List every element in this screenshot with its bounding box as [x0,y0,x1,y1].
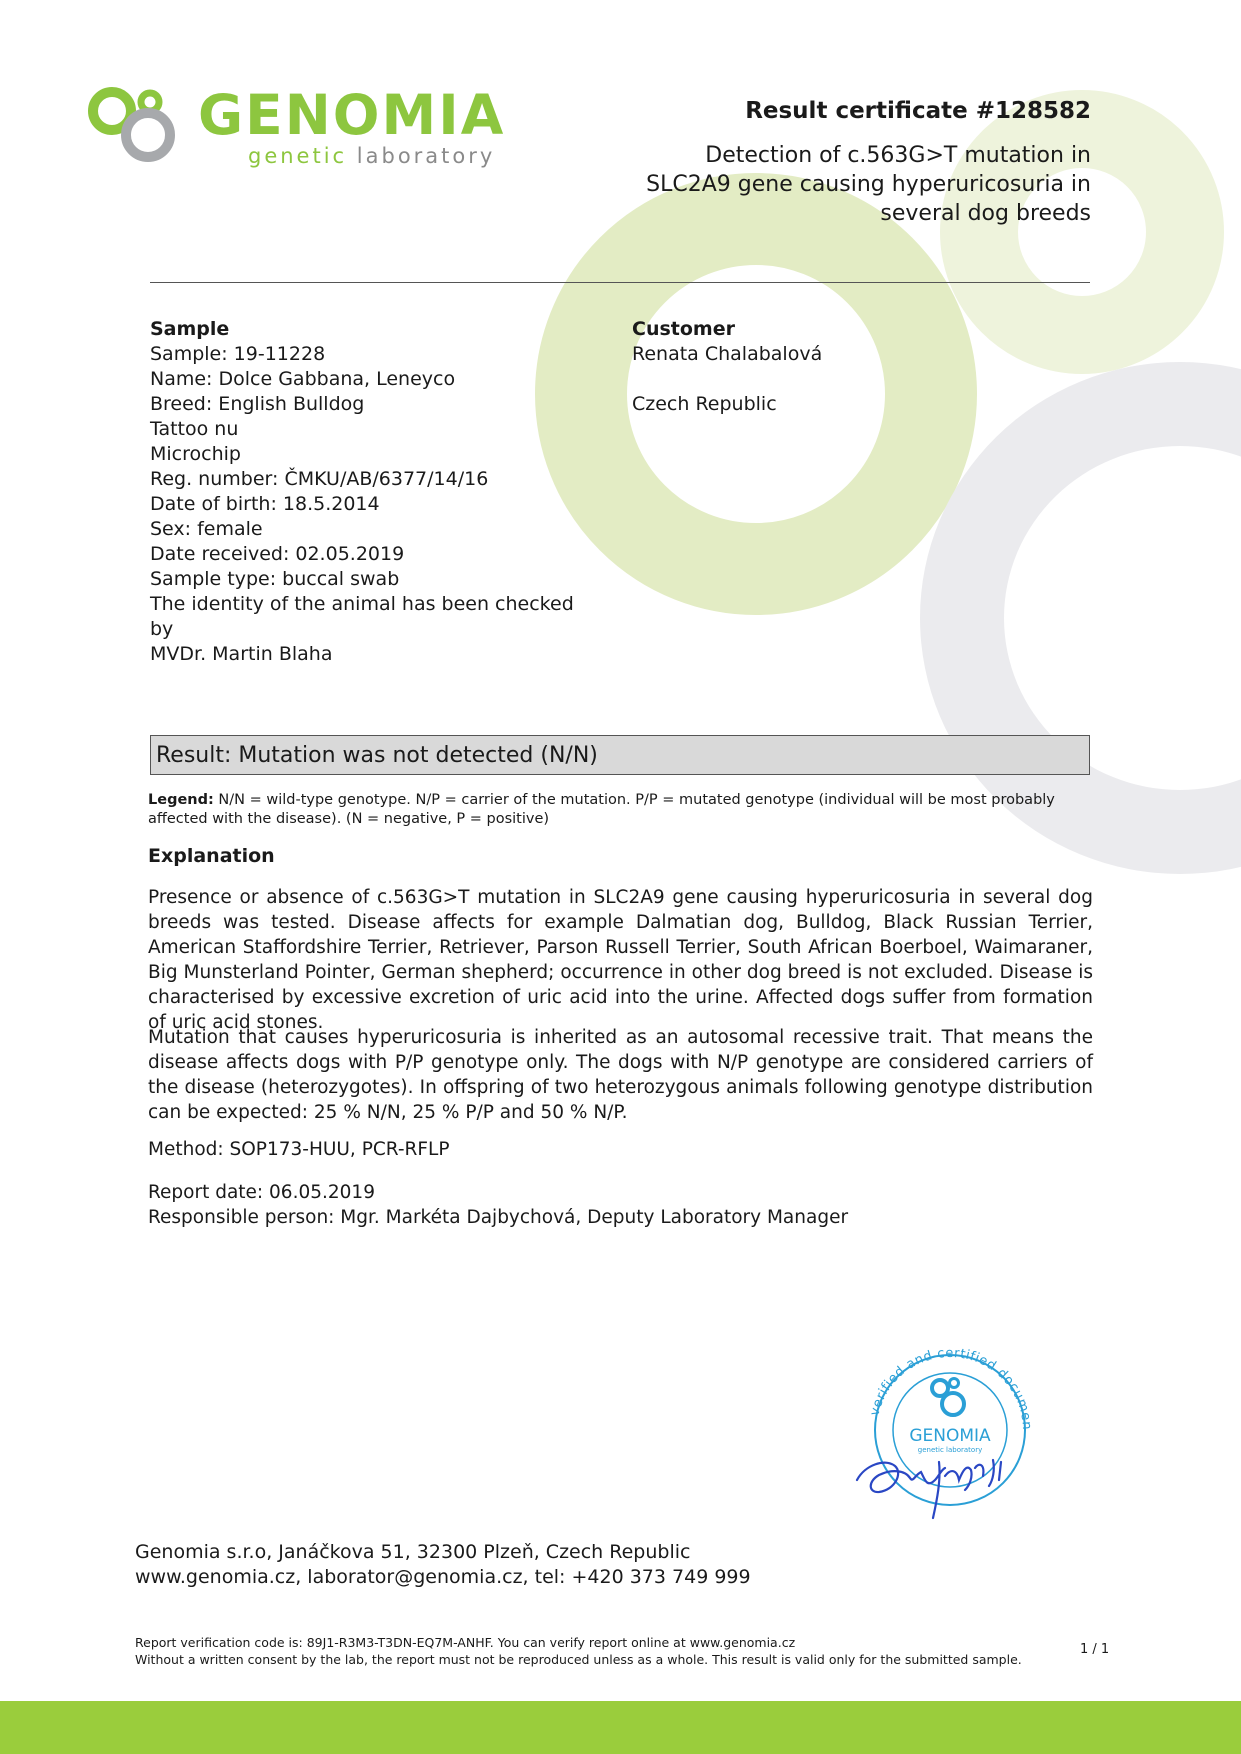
responsible-person: Responsible person: Mgr. Markéta Dajbychová, Deputy Laboratory Manager [148,1207,849,1228]
footer-verification-block [135,1634,1022,1668]
sample-line: Date received: 02.05.2019 [150,543,405,565]
method-line: Method: SOP173-HUU, PCR-RFLP [148,1139,450,1160]
customer-section [632,317,1032,417]
sample-heading: Sample [150,318,230,340]
logo-tagline-rest: laboratory [356,144,496,168]
sample-line: Sample type: buccal swab [150,568,400,590]
sample-line: Sample: 19-11228 [150,343,326,365]
sample-line: The identity of the animal has been checked by [150,593,574,640]
footer-address: Genomia s.r.o, Janáčkova 51, 32300 Plzeň, Czech Republic [135,1541,691,1563]
sample-line: Tattoo nu [150,418,239,440]
legend-label: Legend: [148,792,214,808]
logo-circles-icon [88,86,198,186]
result-box: Result: Mutation was not detected (N/N) [150,735,1090,775]
stamp-sub: genetic laboratory [917,1446,983,1454]
footer-bar [0,1701,1241,1754]
sample-line: Date of birth: 18.5.2014 [150,493,380,515]
customer-name: Renata Chalabalová [632,343,823,365]
page-number: 1 / 1 [1080,1642,1110,1657]
explanation-paragraph-1: Presence or absence of c.563G>T mutation in SLC2A9 gene causing hyperuricosuria in several dog breeds was tested. Disease affects for example Dalmatian dog, Bulldog, Black Russian Terrier, American Staffordshire Terrier, Retriever, Parson Russell Terrier, South African Boerboel, Waimaraner, Big Munsterland Pointer, German shepherd; occurrence in other dog breed is not excluded. Disease is characterised by excessive excretion of uric acid into the urine. Affected dogs suffer from formation of uric acid stones. [148,887,1093,1033]
explanation-heading: Explanation [148,845,275,867]
sample-line: MVDr. Martin Blaha [150,643,333,665]
signature-icon [857,1460,1001,1518]
footer-contact: www.genomia.cz, laborator@genomia.cz, tel: +420 373 749 999 [135,1566,751,1588]
disclaimer: Without a written consent by the lab, the report must not be reproduced unless as a whole. This result is valid only for the submitted sample. [135,1652,1022,1667]
logo-tagline [248,144,495,168]
legend [148,791,1098,829]
stamp-brand: GENOMIA [909,1426,991,1446]
report-info [148,1180,848,1230]
explanation-paragraph-2: Mutation that causes hyperuricosuria is inherited as an autosomal recessive trait. That means the disease affects dogs with P/P genotype only. The dogs with N/P genotype are considered carriers of the disease (heterozygotes). In offspring of two heterozygous animals following genotype distribution can be expected: 25 % N/N, 25 % P/P and 50 % N/P. [148,1027,1093,1123]
stamp-ring-text: verified and certified documen [867,1345,1035,1431]
certificate-subtitle: Detection of c.563G>T mutation in SLC2A9 gene causing hyperuricosuria in several dog breeds [646,143,1091,226]
genomia-logo [88,83,528,186]
sample-section [150,317,580,667]
customer-country: Czech Republic [632,393,777,415]
footer-address-block [135,1540,751,1590]
logo-tagline-colored: genetic [248,144,348,168]
logo-wordmark: GENOMIA [198,83,506,147]
certification-stamp [855,1330,1045,1530]
sample-line: Breed: English Bulldog [150,393,365,415]
sample-line: Reg. number: ČMKU/AB/6377/14/16 [150,468,489,490]
verification-code: Report verification code is: 89J1-R3M3-T3DN-EQ7M-ANHF. You can verify report online at www.genomia.cz [135,1635,796,1650]
certificate-title: Result certificate #128582 [745,98,1091,124]
sample-line: Microchip [150,443,241,465]
customer-heading: Customer [632,318,735,340]
sample-line: Name: Dolce Gabbana, Leneyco [150,368,456,390]
header-divider [150,282,1090,283]
legend-text: N/N = wild-type genotype. N/P = carrier of the mutation. P/P = mutated genotype (individual will be most probably affected with the disease). (N = negative, P = positive) [148,792,1055,827]
report-date: Report date: 06.05.2019 [148,1182,375,1203]
sample-line: Sex: female [150,518,263,540]
